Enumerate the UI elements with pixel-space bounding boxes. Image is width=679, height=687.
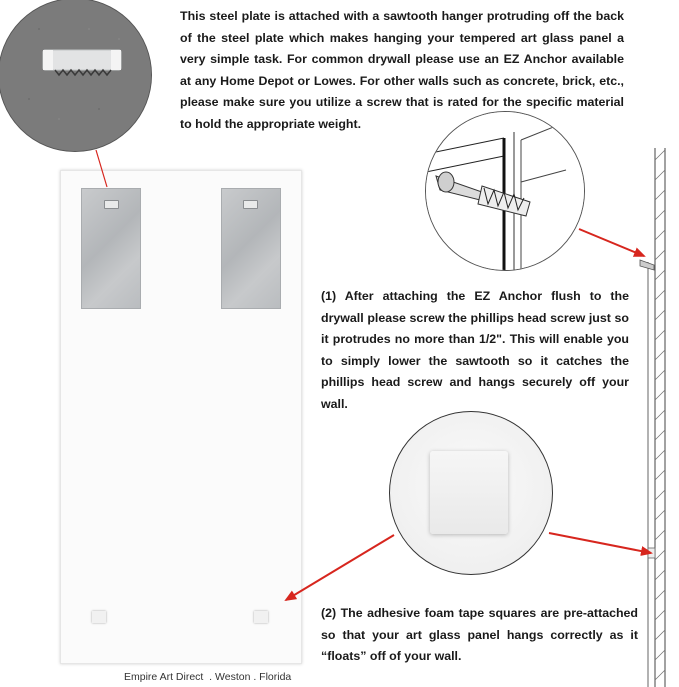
footer-credit: Empire Art Direct . Weston . Florida [124,671,292,683]
intro-paragraph: This steel plate is attached with a sawtooth hanger protruding off the back of the steel plate which makes hanging your tempered art glass panel a very simple task. For common drywall please use an EZ Anchor available at any Home Depot or Lowes. For other walls such as concrete, brick, etc., please make sure you utilize a screw that is rated for the specific material to hold the appropriate weight. [180,9,624,131]
hanger-callout-line [96,150,107,187]
step-1-instructions: (1) After attaching the EZ Anchor flush to the drywall please screw the phillips head screw just so it protrudes no more than 1/2". This will enable you to simply lower the sawtooth so it catches the phillips head screw and hangs securely off your wall. [321,289,629,411]
foam-wall-callout-arrow [549,533,651,553]
foam-pad-callout-arrow [286,535,394,600]
wall-profile [640,148,665,687]
step-2-instructions: (2) The adhesive foam tape squares are pre-attached so that your art glass panel hangs correctly as it “floats” off of your wall. [321,606,638,663]
anchor-callout-arrow [579,229,644,256]
